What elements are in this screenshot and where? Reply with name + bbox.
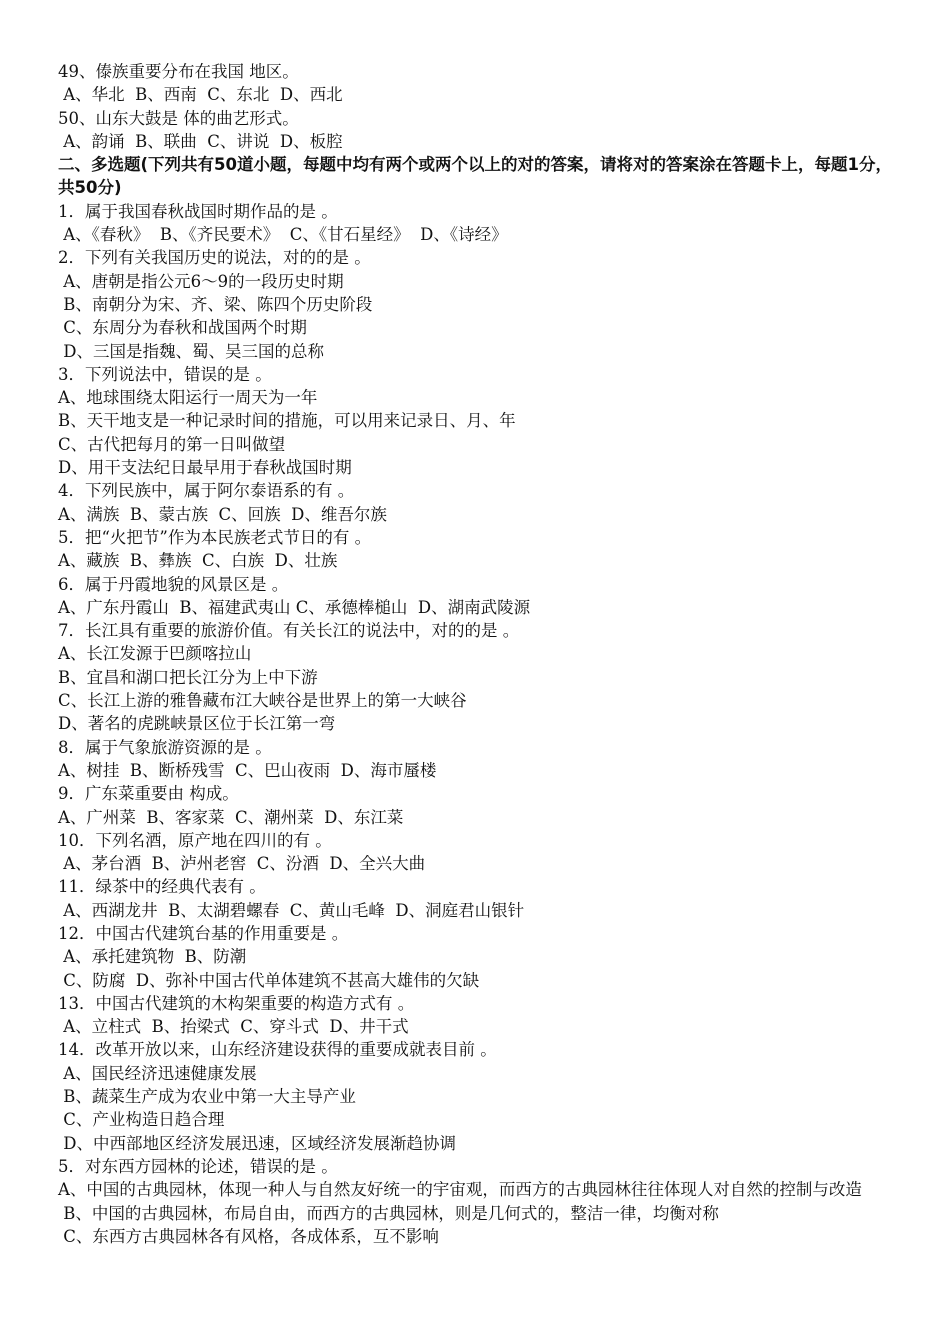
question-option-line: C、东西方古典园林各有风格，各成体系，互不影响 [58, 1226, 439, 1246]
question-block [58, 526, 904, 573]
question-option-line: A、西湖龙井 B、太湖碧螺春 C、黄山毛峰 D、洞庭君山银针 [58, 900, 525, 920]
question-block [58, 736, 904, 783]
question-block [58, 1038, 904, 1154]
question-option-line: A、藏族 B、彝族 C、白族 D、壮族 [58, 551, 338, 571]
question-stem: 6．属于丹霞地貌的风景区是 。 [58, 574, 289, 594]
question-option-line: C、产业构造日趋合理 [58, 1110, 225, 1130]
question-block [58, 782, 904, 829]
question-stem: 7．长江具有重要的旅游价值。有关长江的说法中，对的的是 。 [58, 621, 520, 641]
question-stem: 5．把“火把节”作为本民族老式节日的有 。 [58, 527, 372, 547]
question-option-line: C、古代把每月的第一日叫做望 [58, 434, 286, 454]
question-list [58, 200, 904, 1248]
question-option-line: B、南朝分为宋、齐、梁、陈四个历史阶段 [58, 294, 373, 314]
question-option-line: C、防腐 D、弥补中国古代单体建筑不甚高大雄伟的欠缺 [58, 970, 480, 990]
question-option-line: C、东周分为春秋和战国两个时期 [58, 318, 307, 338]
question-option-line: D、著名的虎跳峡景区位于长江第一弯 [58, 714, 336, 734]
question-50-stem: 50、山东大鼓是 体的曲艺形式。 [58, 108, 299, 128]
question-option-line: B、中国的古典园林，布局自由，而西方的古典园林，则是几何式的，整洁一律，均衡对称 [58, 1203, 719, 1223]
question-option-line: A、广州菜 B、客家菜 C、潮州菜 D、东江菜 [58, 807, 404, 827]
section-title: 二、多选题(下列共有50道小题，每题中均有两个或两个以上的对的答案，请将对的答案涂在答题卡上，每题1分，共50分) [58, 155, 892, 198]
question-stem: 8．属于气象旅游资源的是 。 [58, 737, 272, 757]
question-block [58, 246, 904, 362]
question-block [58, 363, 904, 479]
question-block [58, 992, 904, 1039]
question-option-line: A、长江发源于巴颜喀拉山 [58, 644, 252, 664]
question-stem: 4．下列民族中，属于阿尔泰语系的有 。 [58, 481, 355, 501]
question-block [58, 619, 904, 735]
question-stem: 11．绿茶中的经典代表有 。 [58, 877, 266, 897]
question-option-line: A、立柱式 B、抬梁式 C、穿斗式 D、井干式 [58, 1017, 409, 1037]
question-option-line: B、宜昌和湖口把长江分为上中下游 [58, 667, 318, 687]
question-option-line: A、承托建筑物 B、防潮 [58, 947, 247, 967]
question-option-line: B、天干地支是一种记录时间的措施，可以用来记录日、月、年 [58, 411, 516, 431]
document-page [58, 60, 904, 1248]
question-option-line: A、广东丹霞山 B、福建武夷山 C、承德棒槌山 D、湖南武陵源 [58, 597, 531, 617]
question-block [58, 922, 904, 992]
question-stem: 13．中国古代建筑的木构架重要的构造方式有 。 [58, 993, 415, 1013]
question-option-line: A、国民经济迅速健康发展 [58, 1063, 257, 1083]
question-49-stem: 49、傣族重要分布在我国 地区。 [58, 62, 299, 81]
question-option-line: A、茅台酒 B、泸州老窖 C、汾酒 D、全兴大曲 [58, 854, 426, 874]
question-option-line: A、满族 B、蒙古族 C、回族 D、维吾尔族 [58, 504, 387, 524]
question-block [58, 479, 904, 526]
question-option-line: A、树挂 B、断桥残雪 C、巴山夜雨 D、海市蜃楼 [58, 760, 437, 780]
question-option-line: D、用干支法纪日最早用于春秋战国时期 [58, 458, 352, 478]
question-stem: 9．广东菜重要由 构成。 [58, 784, 239, 804]
question-stem: 5．对东西方园林的论述，错误的是 。 [58, 1156, 338, 1176]
question-stem: 2．下列有关我国历史的说法，对的的是 。 [58, 248, 371, 268]
question-stem: 10．下列名酒，原产地在四川的有 。 [58, 830, 332, 850]
question-stem: 14．改革开放以来，山东经济建设获得的重要成就表目前 。 [58, 1040, 497, 1060]
question-stem: 3．下列说法中，错误的是 。 [58, 364, 272, 384]
question-option-line: A、中国的古典园林，体现一种人与自然友好统一的宇宙观，而西方的古典园林往往体现人对自然的控制与改造 [58, 1180, 862, 1200]
question-stem: 1．属于我国春秋战国时期作品的是 。 [58, 201, 338, 221]
question-option-line: A、唐朝是指公元6～9的一段历史时期 [58, 271, 344, 291]
question-option-line: D、三国是指魏、蜀、吴三国的总称 [58, 341, 324, 361]
question-block [58, 829, 904, 876]
question-block [58, 1155, 904, 1248]
question-block [58, 573, 904, 620]
question-block [58, 875, 904, 922]
question-block [58, 200, 904, 247]
question-stem: 12．中国古代建筑台基的作用重要是 。 [58, 923, 349, 943]
question-50-options: A、韵诵 B、联曲 C、讲说 D、板腔 [58, 131, 343, 151]
question-49-options: A、华北 B、西南 C、东北 D、西北 [58, 85, 343, 105]
question-option-line: A、《春秋》 B、《齐民要术》 C、《甘石星经》 D、《诗经》 [58, 225, 508, 245]
question-option-line: A、地球围绕太阳运行一周天为一年 [58, 388, 318, 408]
question-option-line: D、中西部地区经济发展迅速，区域经济发展渐趋协调 [58, 1133, 456, 1153]
question-option-line: C、长江上游的雅鲁藏布江大峡谷是世界上的第一大峡谷 [58, 691, 467, 711]
question-option-line: B、蔬菜生产成为农业中第一大主导产业 [58, 1087, 356, 1107]
